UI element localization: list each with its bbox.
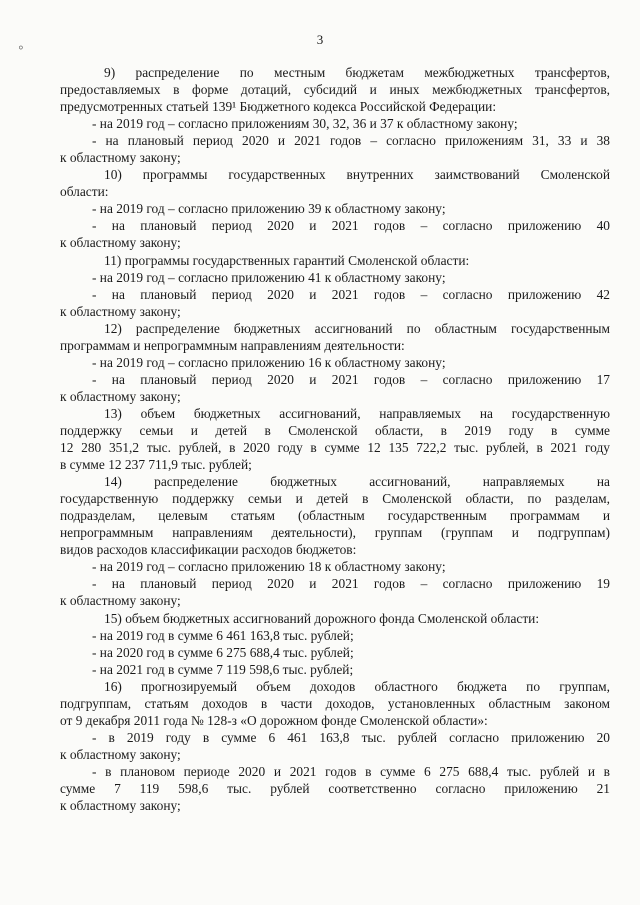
text-line: - на 2021 год в сумме 7 119 598,6 тыс. рублей; (92, 661, 354, 677)
text-line: 12 280 351,2 тыс. рублей, в 2020 году в сумме 12 135 722,2 тыс. рублей, в 2021 году (60, 440, 610, 456)
text-line: - на 2019 год – согласно приложению 18 к областному закону; (92, 559, 446, 575)
text-line: поддержку семьи и детей в Смоленской области, в 2019 году в сумме (60, 422, 610, 438)
document-body (60, 64, 610, 814)
text-line: 12) распределение бюджетных ассигнований по областным государственным (104, 320, 610, 336)
text-line: государственную поддержку семьи и детей в Смоленской области, по разделам, (60, 491, 610, 507)
text-line: 15) объем бюджетных ассигнований дорожного фонда Смоленской области: (104, 610, 540, 626)
text-line: - на плановый период 2020 и 2021 годов – согласно приложению 19 (92, 576, 610, 592)
text-line: подразделам, целевым статьям (областным государственным программам и (60, 508, 610, 524)
text-line: сумме 7 119 598,6 тыс. рублей соответственно согласно приложению 21 (60, 780, 610, 796)
text-line: от 9 декабря 2011 года № 128-з «О дорожном фонде Смоленской области»: (60, 712, 488, 728)
text-line: к областному закону; (60, 303, 181, 319)
text-line: к областному закону; (60, 593, 181, 609)
text-line: к областному закону; (60, 388, 181, 404)
text-line: подгруппам, статьям доходов в части доходов, установленных областным законом (60, 695, 610, 711)
text-line: 9) распределение по местным бюджетам межбюджетных трансфертов, (104, 65, 610, 80)
text-line: - на 2020 год в сумме 6 275 688,4 тыс. рублей; (92, 644, 354, 660)
text-line: к областному закону; (60, 746, 181, 762)
text-line: - на 2019 год – согласно приложениям 30, 32, 36 и 37 к областному закону; (92, 116, 518, 132)
text-line: - в плановом периоде 2020 и 2021 годов в сумме 6 275 688,4 тыс. рублей и в (92, 763, 610, 779)
text-line: предоставляемых в форме дотаций, субсидий и иных межбюджетных трансфертов, (60, 82, 610, 98)
text-line: непрограммным направлениям деятельности), группам (группам и подгруппам) (60, 525, 610, 541)
text-line: - на плановый период 2020 и 2021 годов – согласно приложению 17 (92, 371, 610, 387)
text-line: программам и непрограммным направлениям деятельности: (60, 337, 405, 353)
text-line: предусмотренных статьей 139¹ Бюджетного кодекса Российской Федерации: (60, 99, 497, 115)
text-line: к областному закону; (60, 235, 181, 251)
text-line: 10) программы государственных внутренних заимствований Смоленской (104, 167, 610, 183)
text-line: видов расходов классификации расходов бюджетов: (60, 542, 357, 558)
text-line: - на плановый период 2020 и 2021 годов – согласно приложению 40 (92, 218, 610, 234)
text-line: - на плановый период 2020 и 2021 годов – согласно приложениям 31, 33 и 38 (92, 133, 610, 149)
text-line: в сумме 12 237 711,9 тыс. рублей; (60, 457, 252, 473)
text-line: к областному закону; (60, 798, 181, 814)
text-line: - на 2019 год в сумме 6 461 163,8 тыс. рублей; (92, 627, 354, 643)
text-line: к областному закону; (60, 150, 181, 166)
text-line: области: (60, 184, 109, 200)
text-line: 13) объем бюджетных ассигнований, направляемых на государственную (104, 405, 610, 421)
text-line: - на 2019 год – согласно приложению 41 к областному закону; (92, 269, 446, 285)
text-line: - на плановый период 2020 и 2021 годов – согласно приложению 42 (92, 286, 610, 302)
text-line: 14) распределение бюджетных ассигнований, направляемых на (104, 474, 610, 490)
page-number: 3 (316, 32, 324, 47)
text-line: - на 2019 год – согласно приложению 16 к областному закону; (92, 354, 446, 370)
text-line: 11) программы государственных гарантий Смоленской области: (104, 252, 470, 268)
text-line: - на 2019 год – согласно приложению 39 к областному закону; (92, 201, 446, 217)
text-line: - в 2019 году в сумме 6 461 163,8 тыс. рублей согласно приложению 20 (92, 729, 610, 745)
text-line: 16) прогнозируемый объем доходов областного бюджета по группам, (104, 678, 610, 694)
margin-mark: ⸰ (18, 43, 24, 54)
